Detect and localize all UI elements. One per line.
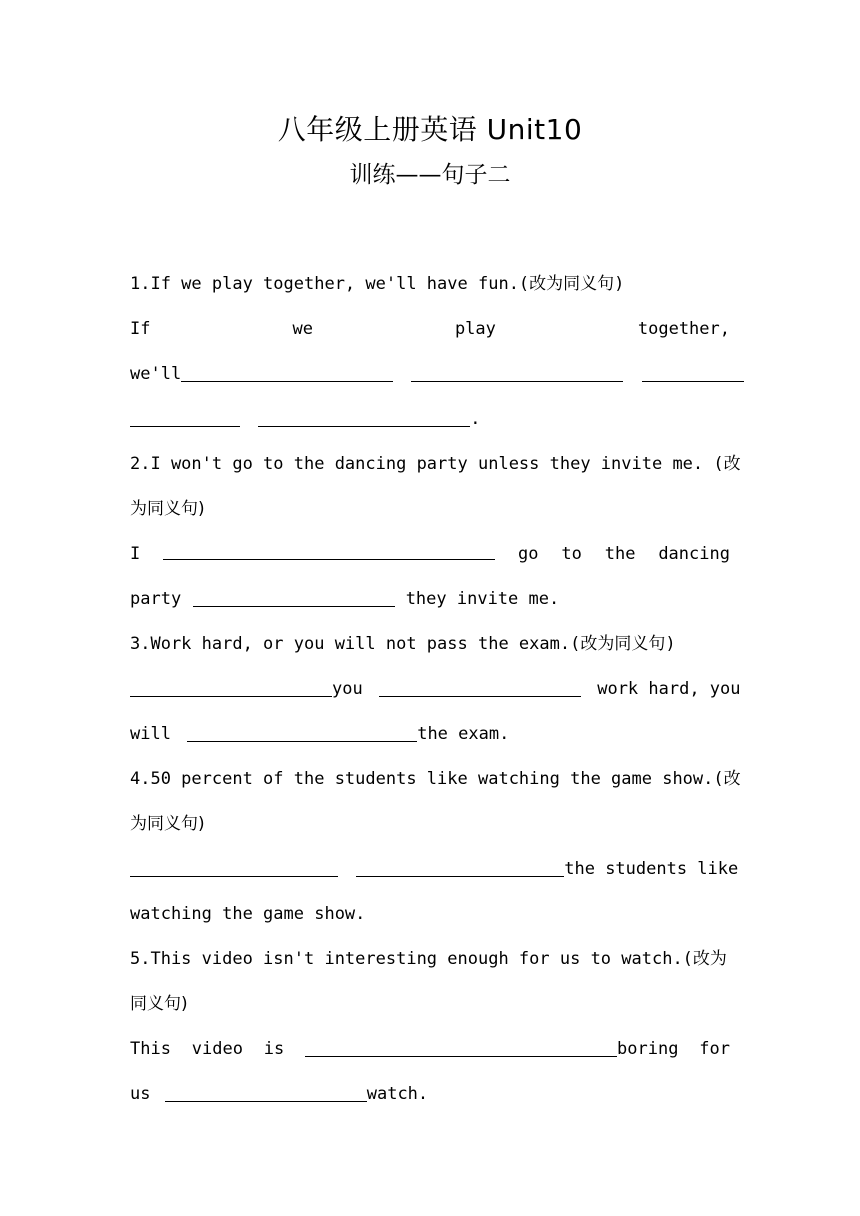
answer-blank[interactable] xyxy=(130,425,240,427)
question-3-answer-line-1: you work hard, you xyxy=(130,667,730,712)
page-subtitle: 训练——句子二 xyxy=(349,162,511,188)
page-title: 八年级上册英语 Unit10 xyxy=(277,113,583,146)
answer-blank[interactable] xyxy=(181,380,393,382)
question-2-answer-line-2: party they invite me. xyxy=(130,589,560,609)
question-1-answer-line-2: we'll xyxy=(130,352,730,397)
question-4-answer-line-2: watching the game show. xyxy=(130,904,366,924)
question-3-answer-line-2: will the exam. xyxy=(130,724,510,744)
answer-blank[interactable] xyxy=(165,1100,367,1102)
answer-blank[interactable] xyxy=(193,605,395,607)
answer-blank[interactable] xyxy=(130,875,338,877)
question-5-answer-line-1: This video is boring for xyxy=(130,1039,730,1059)
question-5-answer-line-2: us watch. xyxy=(130,1084,429,1104)
question-2-prompt-cont: 为同义句) xyxy=(130,499,205,519)
question-2-answer-line-1: I go to the dancing xyxy=(130,544,730,564)
question-1-answer-line-3: . xyxy=(130,397,730,442)
question-4-answer-line-1: the students like xyxy=(130,847,730,892)
answer-blank[interactable] xyxy=(130,695,332,697)
answer-blank[interactable] xyxy=(642,380,744,382)
question-4-prompt: 4.50 percent of the students like watching the game show.(改 xyxy=(130,769,741,789)
answer-blank[interactable] xyxy=(411,380,623,382)
question-1-answer-line-1: If we play together, xyxy=(130,319,730,339)
question-5-prompt: 5.This video isn't interesting enough for us to watch.(改为 xyxy=(130,949,727,969)
answer-blank[interactable] xyxy=(187,740,417,742)
answer-blank[interactable] xyxy=(258,425,470,427)
answer-blank[interactable] xyxy=(163,558,495,560)
question-4-prompt-cont: 为同义句) xyxy=(130,814,205,834)
question-1-prompt: 1.If we play together, we'll have fun.(改为同义句) xyxy=(130,274,625,294)
question-5-prompt-cont: 同义句) xyxy=(130,994,188,1014)
questions-area xyxy=(130,262,741,1117)
question-2-prompt: 2.I won't go to the dancing party unless they invite me. (改 xyxy=(130,454,741,474)
answer-blank[interactable] xyxy=(379,695,581,697)
answer-blank[interactable] xyxy=(356,875,564,877)
answer-blank[interactable] xyxy=(305,1055,617,1057)
question-3-prompt: 3.Work hard, or you will not pass the exam.(改为同义句) xyxy=(130,634,676,654)
